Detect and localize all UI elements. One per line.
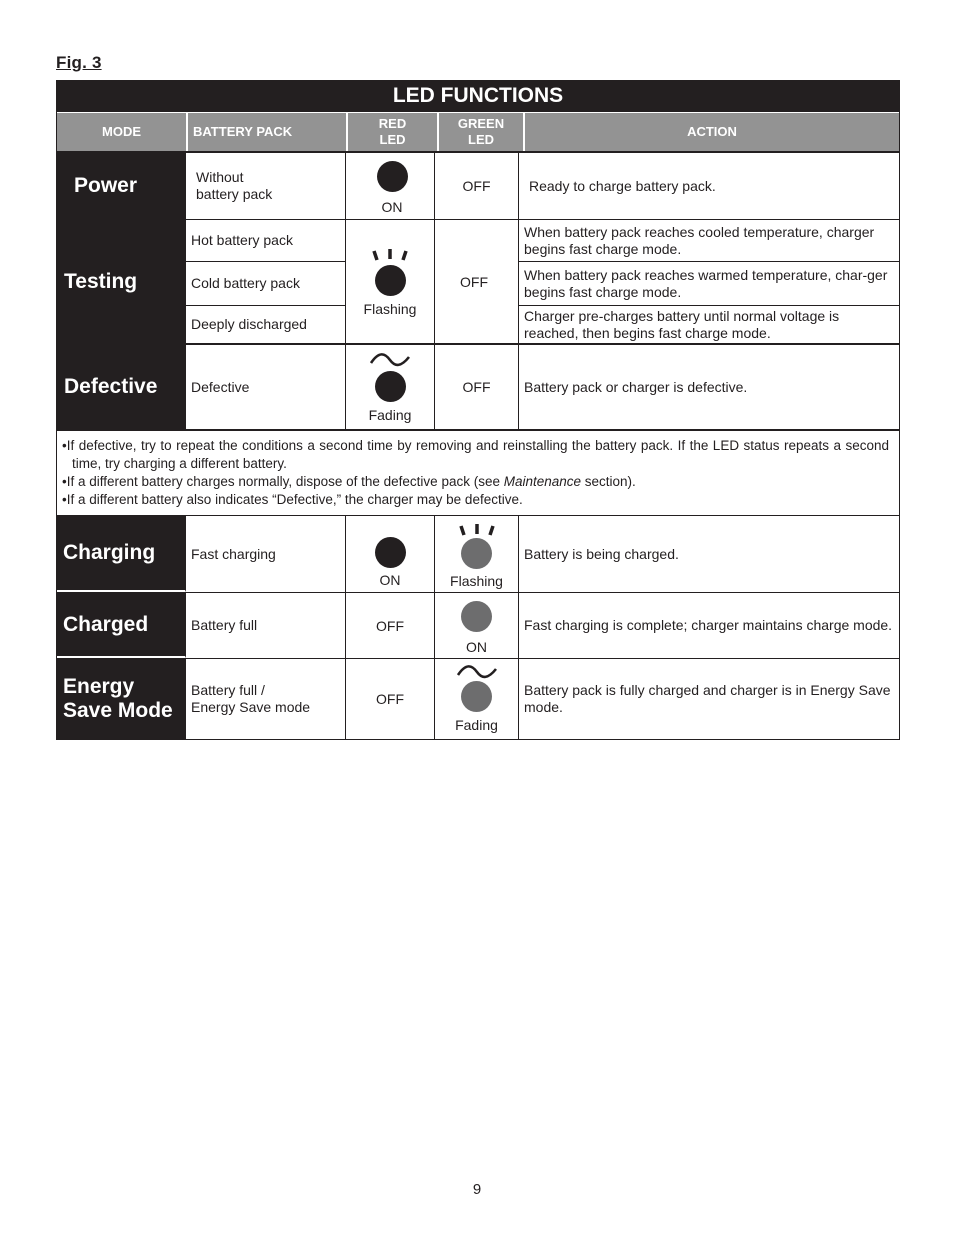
header-battery-pack: BATTERY PACK (188, 113, 348, 151)
row-testing (57, 219, 899, 343)
note-2-emphasis: Maintenance (503, 474, 582, 489)
action-testing-hot: When battery pack reaches cooled temperature, charger begins fast charge mode. (524, 223, 875, 257)
red-led-defective-label: Fading (368, 407, 412, 423)
action-power: Ready to charge battery pack. (529, 177, 716, 194)
pack-testing (186, 220, 346, 343)
pack-energy-save-line1: Battery full / (191, 682, 265, 698)
green-led-charged (435, 593, 519, 658)
mode-defective: Defective (57, 345, 186, 429)
red-led-testing (346, 220, 435, 343)
note-item (62, 473, 889, 491)
header-red-led-line1: RED (378, 116, 407, 131)
red-led-power-label: ON (381, 199, 403, 215)
page-number: 9 (472, 1181, 482, 1198)
red-led-flashing-icon (375, 265, 406, 296)
flashing-rays-icon (455, 523, 499, 539)
header-red-led (348, 113, 439, 151)
green-led-fading-icon (461, 681, 492, 712)
red-led-fading-icon (375, 371, 406, 402)
led-functions-table (56, 80, 900, 740)
red-led-on-icon (377, 161, 408, 192)
red-led-charging (346, 516, 435, 592)
note-2-text: If a different battery charges normally, dispose of the defective pack (see (66, 474, 504, 489)
row-charged (57, 592, 899, 658)
green-led-defective: OFF (435, 345, 519, 429)
red-led-charged: OFF (346, 593, 435, 658)
mode-energy-save (57, 659, 186, 739)
header-green-led (439, 113, 525, 151)
pack-energy-save-line2: Energy Save mode (191, 699, 311, 715)
mode-testing: Testing (57, 220, 186, 343)
pack-power-line2: battery pack (196, 186, 273, 202)
red-led-defective (346, 345, 435, 429)
action-charged: Fast charging is complete; charger maintains charge mode. (524, 617, 893, 633)
table-header-row (57, 112, 899, 151)
pack-testing-cold: Cold battery pack (186, 261, 345, 305)
green-led-flashing-icon (461, 538, 492, 569)
pack-testing-hot: Hot battery pack (191, 232, 293, 248)
mode-energy-save-line2: Save Mode (63, 699, 173, 722)
mode-power: Power (57, 153, 186, 219)
green-led-testing: OFF (435, 220, 519, 343)
red-led-power (346, 153, 435, 219)
green-led-energy-save-label: Fading (455, 717, 498, 733)
note-item: • If a different battery also indicates “Defective,” the charger may be defective. (62, 491, 889, 509)
note-item: • If defective, try to repeat the conditions a second time by removing and reinstalling the battery pack. If the LED status repeats a second time, try charging a different battery. (62, 437, 889, 473)
green-led-power: OFF (435, 153, 519, 219)
pack-testing-deep: Deeply discharged (186, 305, 345, 343)
row-charging (57, 515, 899, 592)
pack-charged: Battery full (186, 593, 346, 658)
header-green-led-line2: LED (468, 132, 494, 147)
row-power (57, 151, 899, 219)
flashing-rays-icon (368, 248, 412, 264)
green-led-charging-label: Flashing (450, 573, 503, 589)
figure-label: Fig. 3 (56, 53, 102, 72)
fading-wave-icon (369, 353, 411, 367)
pack-power-line1: Without (196, 169, 244, 185)
header-green-led-line1: GREEN (457, 116, 505, 131)
red-led-testing-label: Flashing (363, 301, 417, 317)
pack-charging: Fast charging (186, 516, 346, 592)
action-testing (519, 220, 899, 343)
action-energy-save: Battery pack is fully charged and charger is in Energy Save mode. (524, 682, 891, 715)
action-testing-cold: When battery pack reaches warmed temperature, char-ger begins fast charge mode. (519, 261, 899, 305)
action-testing-deep: Charger pre-charges battery until normal voltage is reached, then begins fast charge mode. (519, 305, 899, 343)
header-action: ACTION (687, 124, 737, 139)
pack-defective: Defective (186, 345, 346, 429)
green-led-on-icon (461, 601, 492, 632)
table-title: LED FUNCTIONS (57, 80, 899, 112)
action-defective: Battery pack or charger is defective. (524, 378, 748, 395)
green-led-energy-save (435, 659, 519, 739)
action-charging: Battery is being charged. (524, 545, 679, 562)
red-led-energy-save: OFF (346, 659, 435, 739)
defective-notes (57, 429, 899, 515)
green-led-charging (435, 516, 519, 592)
pack-energy-save (186, 659, 346, 739)
fading-wave-icon (456, 665, 498, 679)
note-2-text-end: section). (581, 474, 636, 489)
red-led-charging-label: ON (379, 572, 401, 588)
header-mode: MODE (57, 113, 188, 151)
row-defective (57, 343, 899, 429)
green-led-charged-label: ON (466, 639, 487, 655)
row-energy-save (57, 658, 899, 739)
header-red-led-line2: LED (379, 132, 406, 147)
red-led-on-icon (375, 537, 406, 568)
pack-power (186, 153, 346, 219)
mode-charged: Charged (57, 593, 186, 658)
mode-charging: Charging (57, 516, 186, 592)
mode-energy-save-line1: Energy (63, 675, 135, 698)
